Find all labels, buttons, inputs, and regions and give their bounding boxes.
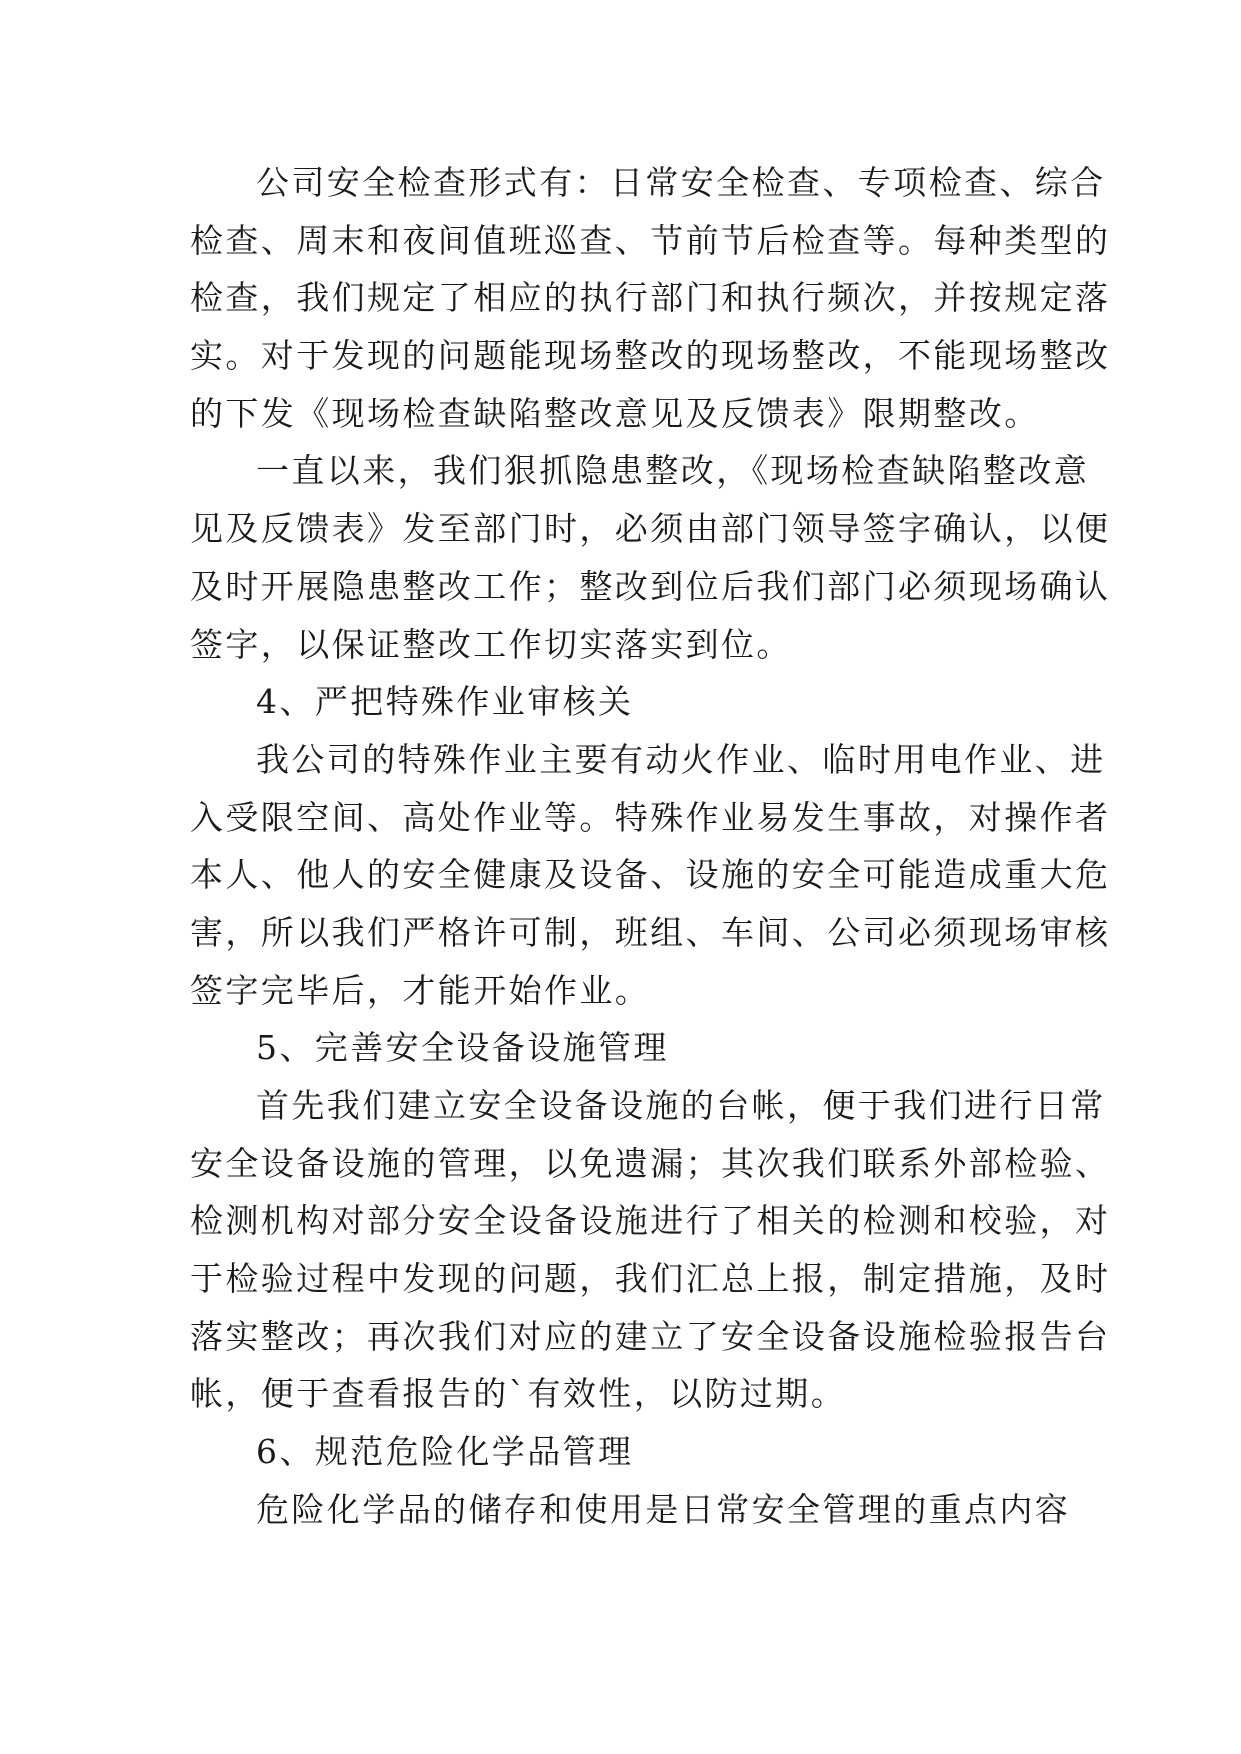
text-line: 我公司的特殊作业主要有动火作业、临时用电作业、进 — [256, 739, 1106, 779]
text-line: 4、严把特殊作业审核关 — [256, 682, 634, 722]
text-line: 检查，我们规定了相应的执行部门和执行频次，并按规定落 — [190, 278, 1111, 318]
text-line: 及时开展隐患整改工作；整改到位后我们部门必须现场确认 — [190, 566, 1111, 606]
text-line: 签字完毕后，才能开始作业。 — [190, 970, 651, 1010]
text-line: 危险化学品的储存和使用是日常安全管理的重点内容 — [256, 1489, 1071, 1529]
text-line: 首先我们建立安全设备设施的台帐，便于我们进行日常 — [256, 1086, 1106, 1125]
text-line: 公司安全检查形式有：日常安全检查、专项检查、综合 — [256, 163, 1106, 202]
text-line: 5、完善安全设备设施管理 — [256, 1028, 669, 1068]
text-line: 检测机构对部分安全设备设施进行了相关的检测和校验，对 — [190, 1201, 1111, 1241]
text-line: 于检验过程中发现的问题，我们汇总上报，制定措施，及时 — [190, 1259, 1111, 1299]
text-line: 本人、他人的安全健康及设备、设施的安全可能造成重大危 — [190, 855, 1111, 895]
text-line: 检查、周末和夜间值班巡查、节前节后检查等。每种类型的 — [190, 220, 1111, 260]
text-line: 6、规范危险化学品管理 — [256, 1432, 634, 1472]
text-line: 实。对于发现的问题能现场整改的现场整改，不能现场整改 — [190, 336, 1111, 376]
text-line: 入受限空间、高处作业等。特殊作业易发生事故，对操作者 — [190, 797, 1111, 837]
document-body — [190, 154, 1111, 1539]
text-line: 落实整改；再次我们对应的建立了安全设备设施检验报告台 — [190, 1316, 1111, 1356]
text-line: 的下发《现场检查缺陷整改意见及反馈表》限期整改。 — [190, 393, 1040, 433]
text-line: 害，所以我们严格许可制，班组、车间、公司必须现场审核 — [190, 912, 1111, 952]
text-line: 签字，以保证整改工作切实落实到位。 — [190, 624, 792, 664]
text-line: 帐，便于查看报告的`有效性，以防过期。 — [190, 1374, 847, 1414]
text-line: 见及反馈表》发至部门时，必须由部门领导签字确认，以便 — [190, 509, 1111, 549]
text-line: 一直以来，我们狠抓隐患整改，《现场检查缺陷整改意 — [256, 451, 1090, 491]
text-line: 安全设备设施的管理，以免遗漏；其次我们联系外部检验、 — [190, 1143, 1111, 1183]
